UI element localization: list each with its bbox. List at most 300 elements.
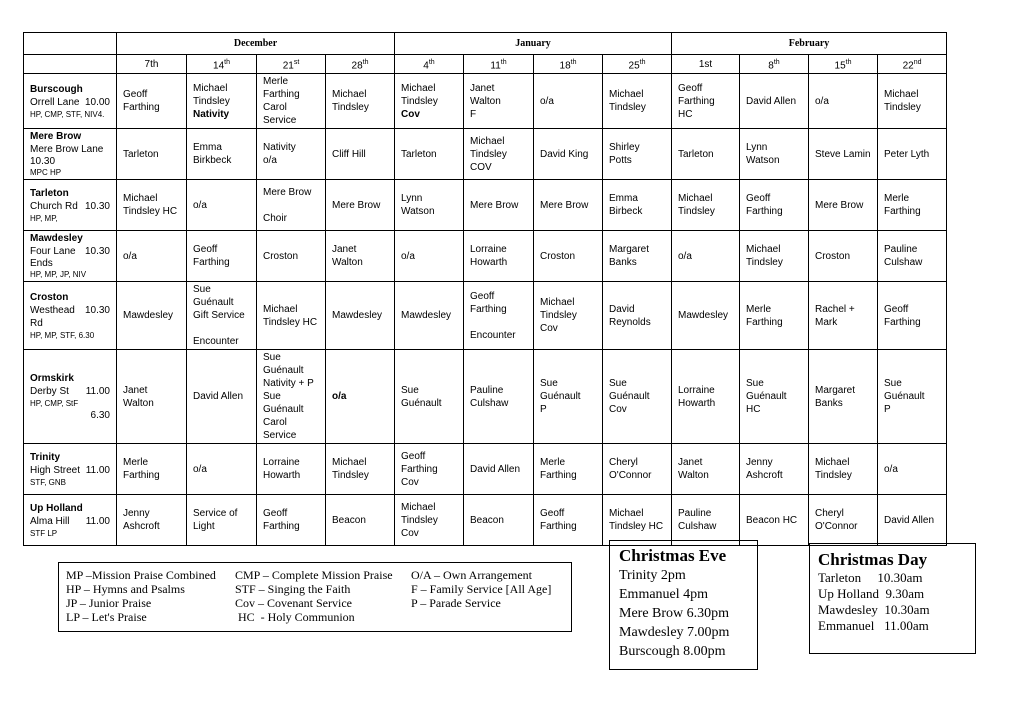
legend-entry: P – Parade Service bbox=[411, 596, 501, 610]
preacher-line: Pauline bbox=[678, 508, 712, 520]
preacher-line: Croston bbox=[540, 250, 576, 262]
preacher-line: Tindsley HC bbox=[123, 206, 178, 218]
church-note: HP, MP, bbox=[30, 213, 58, 223]
preacher-cell bbox=[809, 350, 878, 444]
abbreviation-legend bbox=[58, 562, 572, 632]
preacher-cell bbox=[257, 231, 326, 282]
church-row bbox=[24, 74, 947, 129]
preacher-line: Choir bbox=[263, 212, 287, 224]
preacher-cell bbox=[257, 180, 326, 231]
preacher-cell bbox=[534, 444, 603, 495]
preacher-cell bbox=[534, 74, 603, 129]
preacher-cell bbox=[187, 444, 257, 495]
preacher-line: Tarleton bbox=[401, 148, 437, 160]
preacher-cell bbox=[187, 495, 257, 546]
preacher-line: Geoff bbox=[678, 82, 703, 94]
preacher-line: Farthing bbox=[884, 316, 921, 328]
church-note: 10.30 bbox=[30, 156, 56, 168]
date-cell bbox=[740, 55, 809, 74]
preacher-line bbox=[263, 199, 319, 212]
preacher-cell bbox=[187, 231, 257, 282]
preacher-cell bbox=[740, 444, 809, 495]
church-address bbox=[30, 304, 110, 330]
month-january: January bbox=[395, 33, 672, 55]
date-number: 4 bbox=[423, 60, 429, 72]
preacher-line: Cheryl bbox=[815, 508, 844, 520]
preacher-line: Merle bbox=[540, 457, 566, 469]
preacher-cell bbox=[257, 129, 326, 180]
preacher-cell bbox=[117, 350, 187, 444]
preacher-line: Sue Guénault bbox=[401, 384, 442, 409]
christmas-eve-service: Burscough 8.00pm bbox=[619, 644, 726, 659]
preacher-cell bbox=[534, 129, 603, 180]
corner-cell bbox=[24, 55, 117, 74]
christmas-day-box bbox=[809, 543, 976, 654]
preacher-cell bbox=[878, 495, 947, 546]
preacher-cell bbox=[809, 74, 878, 129]
preacher-cell bbox=[187, 129, 257, 180]
church-row bbox=[24, 444, 947, 495]
preacher-line: Jenny bbox=[123, 508, 150, 520]
date-suffix: th bbox=[639, 59, 646, 66]
preacher-line: Cov bbox=[401, 108, 420, 120]
preacher-cell bbox=[809, 282, 878, 350]
preacher-cell bbox=[672, 282, 740, 350]
date-suffix: nd bbox=[913, 59, 922, 66]
preacher-cell bbox=[326, 231, 395, 282]
preacher-line: Banks bbox=[815, 397, 843, 409]
preacher-line: Tindsley bbox=[746, 257, 783, 269]
preacher-cell bbox=[603, 495, 672, 546]
christmas-eve-service: Mere Brow 6.30pm bbox=[619, 606, 730, 621]
preacher-cell bbox=[809, 495, 878, 546]
preacher-line: Cliff Hill bbox=[332, 148, 366, 160]
preacher-cell bbox=[117, 129, 187, 180]
preacher-line: Nativity bbox=[263, 142, 296, 154]
church-street: Church Rd bbox=[30, 200, 78, 212]
preacher-line: Michael bbox=[193, 82, 228, 94]
preacher-line: Culshaw bbox=[470, 397, 509, 409]
preacher-cell bbox=[878, 180, 947, 231]
preacher-line: Tindsley bbox=[470, 148, 507, 160]
legend-column-2 bbox=[235, 568, 393, 624]
preacher-line: Sue Guénault bbox=[540, 378, 581, 403]
preacher-cell bbox=[878, 444, 947, 495]
date-cell bbox=[809, 55, 878, 74]
preacher-cell bbox=[603, 74, 672, 129]
preacher-line: Emma bbox=[609, 193, 638, 205]
preacher-line: Sue Guénault bbox=[263, 352, 304, 377]
preacher-line: Tindsley bbox=[540, 310, 577, 322]
preacher-cell bbox=[117, 231, 187, 282]
preacher-cell bbox=[878, 350, 947, 444]
preacher-line: Tindsley bbox=[401, 95, 438, 107]
preacher-line: Lorraine bbox=[263, 457, 300, 469]
date-number: 25 bbox=[628, 60, 640, 72]
date-cell bbox=[534, 55, 603, 74]
christmas-eve-box bbox=[609, 540, 758, 670]
church-info bbox=[24, 231, 117, 282]
preacher-cell bbox=[395, 350, 464, 444]
preacher-cell bbox=[464, 129, 534, 180]
preacher-line: Geoff bbox=[540, 508, 565, 520]
preacher-cell bbox=[187, 282, 257, 350]
preacher-line: Lorraine bbox=[470, 244, 507, 256]
church-info bbox=[24, 350, 117, 444]
preacher-line: Farthing bbox=[678, 95, 715, 107]
preacher-cell bbox=[464, 180, 534, 231]
church-address bbox=[30, 143, 110, 156]
church-evening-time: 6.30 bbox=[90, 409, 110, 421]
church-street: Orrell Lane bbox=[30, 96, 80, 108]
preacher-line: Culshaw bbox=[678, 521, 717, 533]
preacher-line: Merle bbox=[884, 193, 910, 205]
preacher-line: o/a bbox=[193, 199, 207, 211]
preacher-line: Michael bbox=[609, 508, 644, 520]
date-number: 8 bbox=[768, 60, 774, 72]
preacher-cell bbox=[464, 444, 534, 495]
church-note-2: HP, MP, JP, NIV bbox=[30, 270, 87, 280]
legend-entry: HC - Holy Communion bbox=[235, 610, 355, 624]
preacher-line: Merle bbox=[746, 303, 772, 315]
preacher-cell bbox=[187, 74, 257, 129]
preacher-line: O'Connor bbox=[609, 470, 652, 482]
preacher-cell bbox=[117, 495, 187, 546]
church-address bbox=[30, 464, 110, 477]
preacher-line: David Allen bbox=[470, 463, 521, 475]
preacher-line: Geoff bbox=[746, 193, 771, 205]
preacher-line: Michael bbox=[678, 193, 713, 205]
legend-entry: LP – Let's Praise bbox=[66, 610, 147, 624]
preacher-line: Farthing bbox=[193, 257, 230, 269]
date-suffix: th bbox=[773, 59, 780, 66]
preacher-line: Michael bbox=[401, 501, 436, 513]
preacher-cell bbox=[117, 282, 187, 350]
preacher-line: Pauline bbox=[470, 384, 504, 396]
preacher-line: o/a bbox=[540, 95, 554, 107]
preacher-line: Tindsley HC bbox=[609, 521, 664, 533]
preacher-line: Farthing bbox=[746, 206, 783, 218]
preacher-cell bbox=[326, 350, 395, 444]
church-time: 11.00 bbox=[85, 385, 110, 397]
preacher-line: P bbox=[540, 404, 547, 416]
preacher-line: Margaret bbox=[815, 384, 856, 396]
preacher-line: Tarleton bbox=[678, 148, 714, 160]
preacher-line: Farthing bbox=[470, 303, 507, 315]
preacher-line: o/a bbox=[123, 250, 137, 262]
preacher-line: Merle bbox=[263, 76, 289, 88]
preacher-cell bbox=[672, 231, 740, 282]
preacher-line: Howarth bbox=[678, 397, 716, 409]
date-suffix: th bbox=[500, 59, 507, 66]
legend-entry: CMP – Complete Mission Praise bbox=[235, 568, 393, 582]
church-address bbox=[30, 96, 110, 109]
preacher-line: Margaret bbox=[609, 244, 650, 256]
date-number: 28 bbox=[351, 60, 363, 72]
preacher-cell bbox=[740, 231, 809, 282]
preacher-cell bbox=[603, 180, 672, 231]
date-cell bbox=[464, 55, 534, 74]
church-address bbox=[30, 515, 110, 528]
preacher-line: Walton bbox=[678, 470, 709, 482]
preacher-cell bbox=[257, 444, 326, 495]
date-number: 14 bbox=[213, 60, 225, 72]
date-number: 22 bbox=[902, 60, 914, 72]
church-row bbox=[24, 282, 947, 350]
preacher-cell bbox=[257, 74, 326, 129]
preacher-line: Birbeck bbox=[609, 206, 643, 218]
corner-cell bbox=[24, 33, 117, 55]
preacher-cell bbox=[464, 231, 534, 282]
preacher-line: Light bbox=[193, 521, 215, 533]
church-note: HP, CMP, StF bbox=[30, 398, 79, 408]
preacher-line: Cov bbox=[609, 404, 627, 416]
preacher-cell bbox=[809, 180, 878, 231]
church-time: 10.30 bbox=[84, 246, 110, 258]
preacher-line: Michael bbox=[332, 89, 367, 101]
preacher-line: Reynolds bbox=[609, 316, 651, 328]
church-name: Burscough bbox=[30, 83, 83, 95]
preacher-cell bbox=[257, 282, 326, 350]
preacher-line: Encounter bbox=[470, 329, 516, 341]
church-address bbox=[30, 200, 110, 213]
preacher-line: Farthing bbox=[123, 470, 160, 482]
preacher-cell bbox=[534, 231, 603, 282]
preacher-line: Mere Brow bbox=[470, 199, 519, 211]
preacher-line: Michael bbox=[609, 89, 644, 101]
month-february: February bbox=[672, 33, 947, 55]
legend-entry: HP – Hymns and Psalms bbox=[66, 582, 185, 596]
preacher-line: Peter Lyth bbox=[884, 148, 930, 160]
preacher-cell bbox=[603, 129, 672, 180]
preacher-line: Mere Brow bbox=[332, 199, 381, 211]
preacher-line: Janet Walton bbox=[332, 244, 363, 269]
preacher-line: Service of bbox=[193, 508, 238, 520]
preacher-line: Farthing Cov bbox=[401, 463, 438, 488]
preacher-line: Farthing bbox=[263, 521, 300, 533]
preacher-line: Geoff bbox=[884, 303, 909, 315]
date-suffix: th bbox=[570, 59, 577, 66]
preacher-line: Michael bbox=[263, 303, 298, 315]
church-time: 11.00 bbox=[85, 464, 110, 476]
legend-entry: JP – Junior Praise bbox=[66, 596, 152, 610]
preacher-line: o/a bbox=[332, 391, 347, 403]
preacher-cell bbox=[740, 495, 809, 546]
preacher-line: Sue Guénault bbox=[609, 378, 650, 403]
preacher-line: Ashcroft bbox=[746, 470, 783, 482]
preacher-cell bbox=[464, 350, 534, 444]
preacher-line: Farthing bbox=[746, 316, 783, 328]
preacher-line: Encounter bbox=[193, 336, 239, 348]
preacher-cell bbox=[187, 350, 257, 444]
church-time: 11.00 bbox=[85, 515, 110, 527]
church-time: 10.30 bbox=[84, 200, 110, 212]
preacher-line: Geoff bbox=[401, 450, 426, 462]
christmas-day-service: Up Holland 9.30am bbox=[818, 586, 925, 601]
date-header-row bbox=[24, 55, 947, 74]
date-cell bbox=[395, 55, 464, 74]
church-street: Westhead Rd bbox=[30, 304, 75, 329]
preacher-cell bbox=[740, 350, 809, 444]
legend-entry: Cov – Covenant Service bbox=[235, 596, 352, 610]
preacher-line: Sue Guénault bbox=[884, 378, 925, 403]
preacher-line: Jenny bbox=[746, 457, 773, 469]
christmas-eve-service: Emmanuel 4pm bbox=[619, 587, 709, 602]
preacher-line: Culshaw bbox=[884, 257, 923, 269]
preacher-line: Beacon bbox=[470, 514, 504, 526]
preacher-line: Tindsley HC bbox=[263, 316, 318, 328]
preacher-line: Janet Walton bbox=[470, 82, 501, 107]
preacher-line: Farthing bbox=[123, 102, 160, 114]
preacher-line: Mawdesley bbox=[678, 310, 729, 322]
preacher-cell bbox=[395, 495, 464, 546]
preacher-cell bbox=[878, 129, 947, 180]
church-name: Up Holland bbox=[30, 502, 83, 514]
preacher-line: Beacon bbox=[332, 514, 366, 526]
church-name: Mawdesley bbox=[30, 233, 83, 245]
preacher-line bbox=[470, 316, 527, 329]
preacher-cell bbox=[534, 495, 603, 546]
preacher-cell bbox=[257, 495, 326, 546]
date-cell bbox=[878, 55, 947, 74]
preacher-cell bbox=[878, 74, 947, 129]
preacher-line: Croston bbox=[263, 250, 299, 262]
preacher-cell bbox=[878, 282, 947, 350]
preacher-line: Beacon HC bbox=[746, 514, 798, 526]
church-name: Mere Brow bbox=[30, 131, 82, 143]
preacher-line: Carol Service bbox=[263, 102, 297, 127]
preacher-line: Lynn Watson bbox=[401, 193, 435, 218]
preacher-cell bbox=[672, 495, 740, 546]
preacher-line: Gift Service bbox=[193, 310, 245, 322]
church-address bbox=[30, 385, 110, 398]
preaching-plan-table bbox=[23, 32, 947, 546]
preacher-line: Geoff bbox=[263, 508, 288, 520]
month-header-row bbox=[24, 33, 947, 55]
legend-entry: F – Family Service [All Age] bbox=[411, 582, 552, 596]
church-name: Tarleton bbox=[30, 187, 69, 199]
christmas-day-service: Emmanuel 11.00am bbox=[818, 618, 929, 633]
date-number: 7th bbox=[144, 58, 159, 70]
church-info bbox=[24, 74, 117, 129]
preacher-line: Mere Brow bbox=[263, 186, 312, 198]
preacher-cell bbox=[740, 282, 809, 350]
preacher-line: Shirley Potts bbox=[609, 142, 640, 167]
preacher-cell bbox=[187, 180, 257, 231]
legend-entry: STF – Singing the Faith bbox=[235, 582, 351, 596]
preacher-line: Janet Walton bbox=[123, 384, 154, 409]
church-time: 10.00 bbox=[84, 96, 110, 108]
preacher-line: o/a bbox=[884, 463, 898, 475]
preacher-line: Cheryl bbox=[609, 457, 638, 469]
preacher-cell bbox=[326, 282, 395, 350]
preacher-line: Tindsley bbox=[815, 470, 852, 482]
preacher-cell bbox=[603, 282, 672, 350]
preacher-cell bbox=[326, 180, 395, 231]
preacher-line: Mawdesley bbox=[332, 310, 383, 322]
preacher-cell bbox=[326, 129, 395, 180]
preacher-cell bbox=[672, 74, 740, 129]
preacher-line: Geoff bbox=[123, 89, 148, 101]
church-row bbox=[24, 231, 947, 282]
preacher-line: O'Connor bbox=[815, 521, 858, 533]
preacher-line: HC bbox=[678, 108, 693, 120]
church-note-2: MPC HP bbox=[30, 168, 62, 178]
date-suffix: th bbox=[362, 59, 369, 66]
preacher-cell bbox=[464, 74, 534, 129]
church-row bbox=[24, 495, 947, 546]
preacher-cell bbox=[740, 180, 809, 231]
preacher-cell bbox=[809, 444, 878, 495]
christmas-eve-service: Trinity 2pm bbox=[619, 568, 686, 583]
month-december: December bbox=[117, 33, 395, 55]
preacher-line: Farthing bbox=[540, 470, 577, 482]
preacher-line: o/a bbox=[815, 95, 829, 107]
preacher-line: Mawdesley bbox=[123, 310, 174, 322]
church-info bbox=[24, 282, 117, 350]
preacher-cell bbox=[672, 129, 740, 180]
preacher-line: David bbox=[609, 303, 635, 315]
date-cell bbox=[603, 55, 672, 74]
preacher-cell bbox=[257, 350, 326, 444]
church-street: High Street bbox=[30, 464, 81, 476]
preacher-line: Lorraine bbox=[678, 384, 715, 396]
christmas-day-title: Christmas Day bbox=[818, 550, 928, 569]
church-info bbox=[24, 129, 117, 180]
preacher-line: Cov bbox=[540, 323, 558, 335]
preacher-line: Howarth bbox=[470, 257, 508, 269]
preacher-line: HC bbox=[746, 404, 761, 416]
preacher-cell bbox=[672, 350, 740, 444]
church-note: HP, MP, STF, 6.30 bbox=[30, 330, 95, 340]
church-note: HP, CMP, STF, NIV4. bbox=[30, 109, 105, 119]
preacher-line: COV bbox=[470, 161, 492, 173]
preacher-line: Emma bbox=[193, 142, 222, 154]
preacher-cell bbox=[117, 180, 187, 231]
preacher-line: Sue Guénault bbox=[263, 391, 304, 416]
preacher-line: Janet bbox=[678, 457, 703, 469]
preacher-line: o/a bbox=[678, 250, 692, 262]
preacher-cell bbox=[740, 129, 809, 180]
date-number: 18 bbox=[559, 60, 571, 72]
preacher-cell bbox=[395, 129, 464, 180]
church-address bbox=[30, 245, 110, 258]
date-cell bbox=[257, 55, 326, 74]
preacher-line: Farthing bbox=[263, 89, 300, 101]
legend-column-3 bbox=[411, 568, 551, 610]
church-info bbox=[24, 495, 117, 546]
preacher-line: Farthing bbox=[540, 521, 577, 533]
preacher-line: Mawdesley bbox=[401, 310, 452, 322]
preacher-line: Michael bbox=[540, 297, 575, 309]
preacher-line: o/a bbox=[401, 250, 415, 262]
preacher-cell bbox=[672, 444, 740, 495]
church-time: 10.30 bbox=[84, 304, 110, 316]
date-number: 21 bbox=[282, 60, 294, 72]
preacher-line: Tindsley bbox=[401, 514, 438, 526]
preacher-line: Tindsley bbox=[332, 102, 369, 114]
legend-entry: MP –Mission Praise Combined bbox=[66, 568, 216, 582]
date-number: 1st bbox=[698, 58, 713, 70]
preacher-line: Tindsley bbox=[332, 470, 369, 482]
preacher-cell bbox=[534, 180, 603, 231]
preacher-line: Tindsley bbox=[678, 206, 715, 218]
church-note: STF LP bbox=[30, 528, 58, 538]
preacher-cell bbox=[117, 74, 187, 129]
date-number: 15 bbox=[834, 60, 846, 72]
preacher-line: Rachel + bbox=[815, 303, 855, 315]
preacher-line: Tindsley bbox=[884, 102, 921, 114]
